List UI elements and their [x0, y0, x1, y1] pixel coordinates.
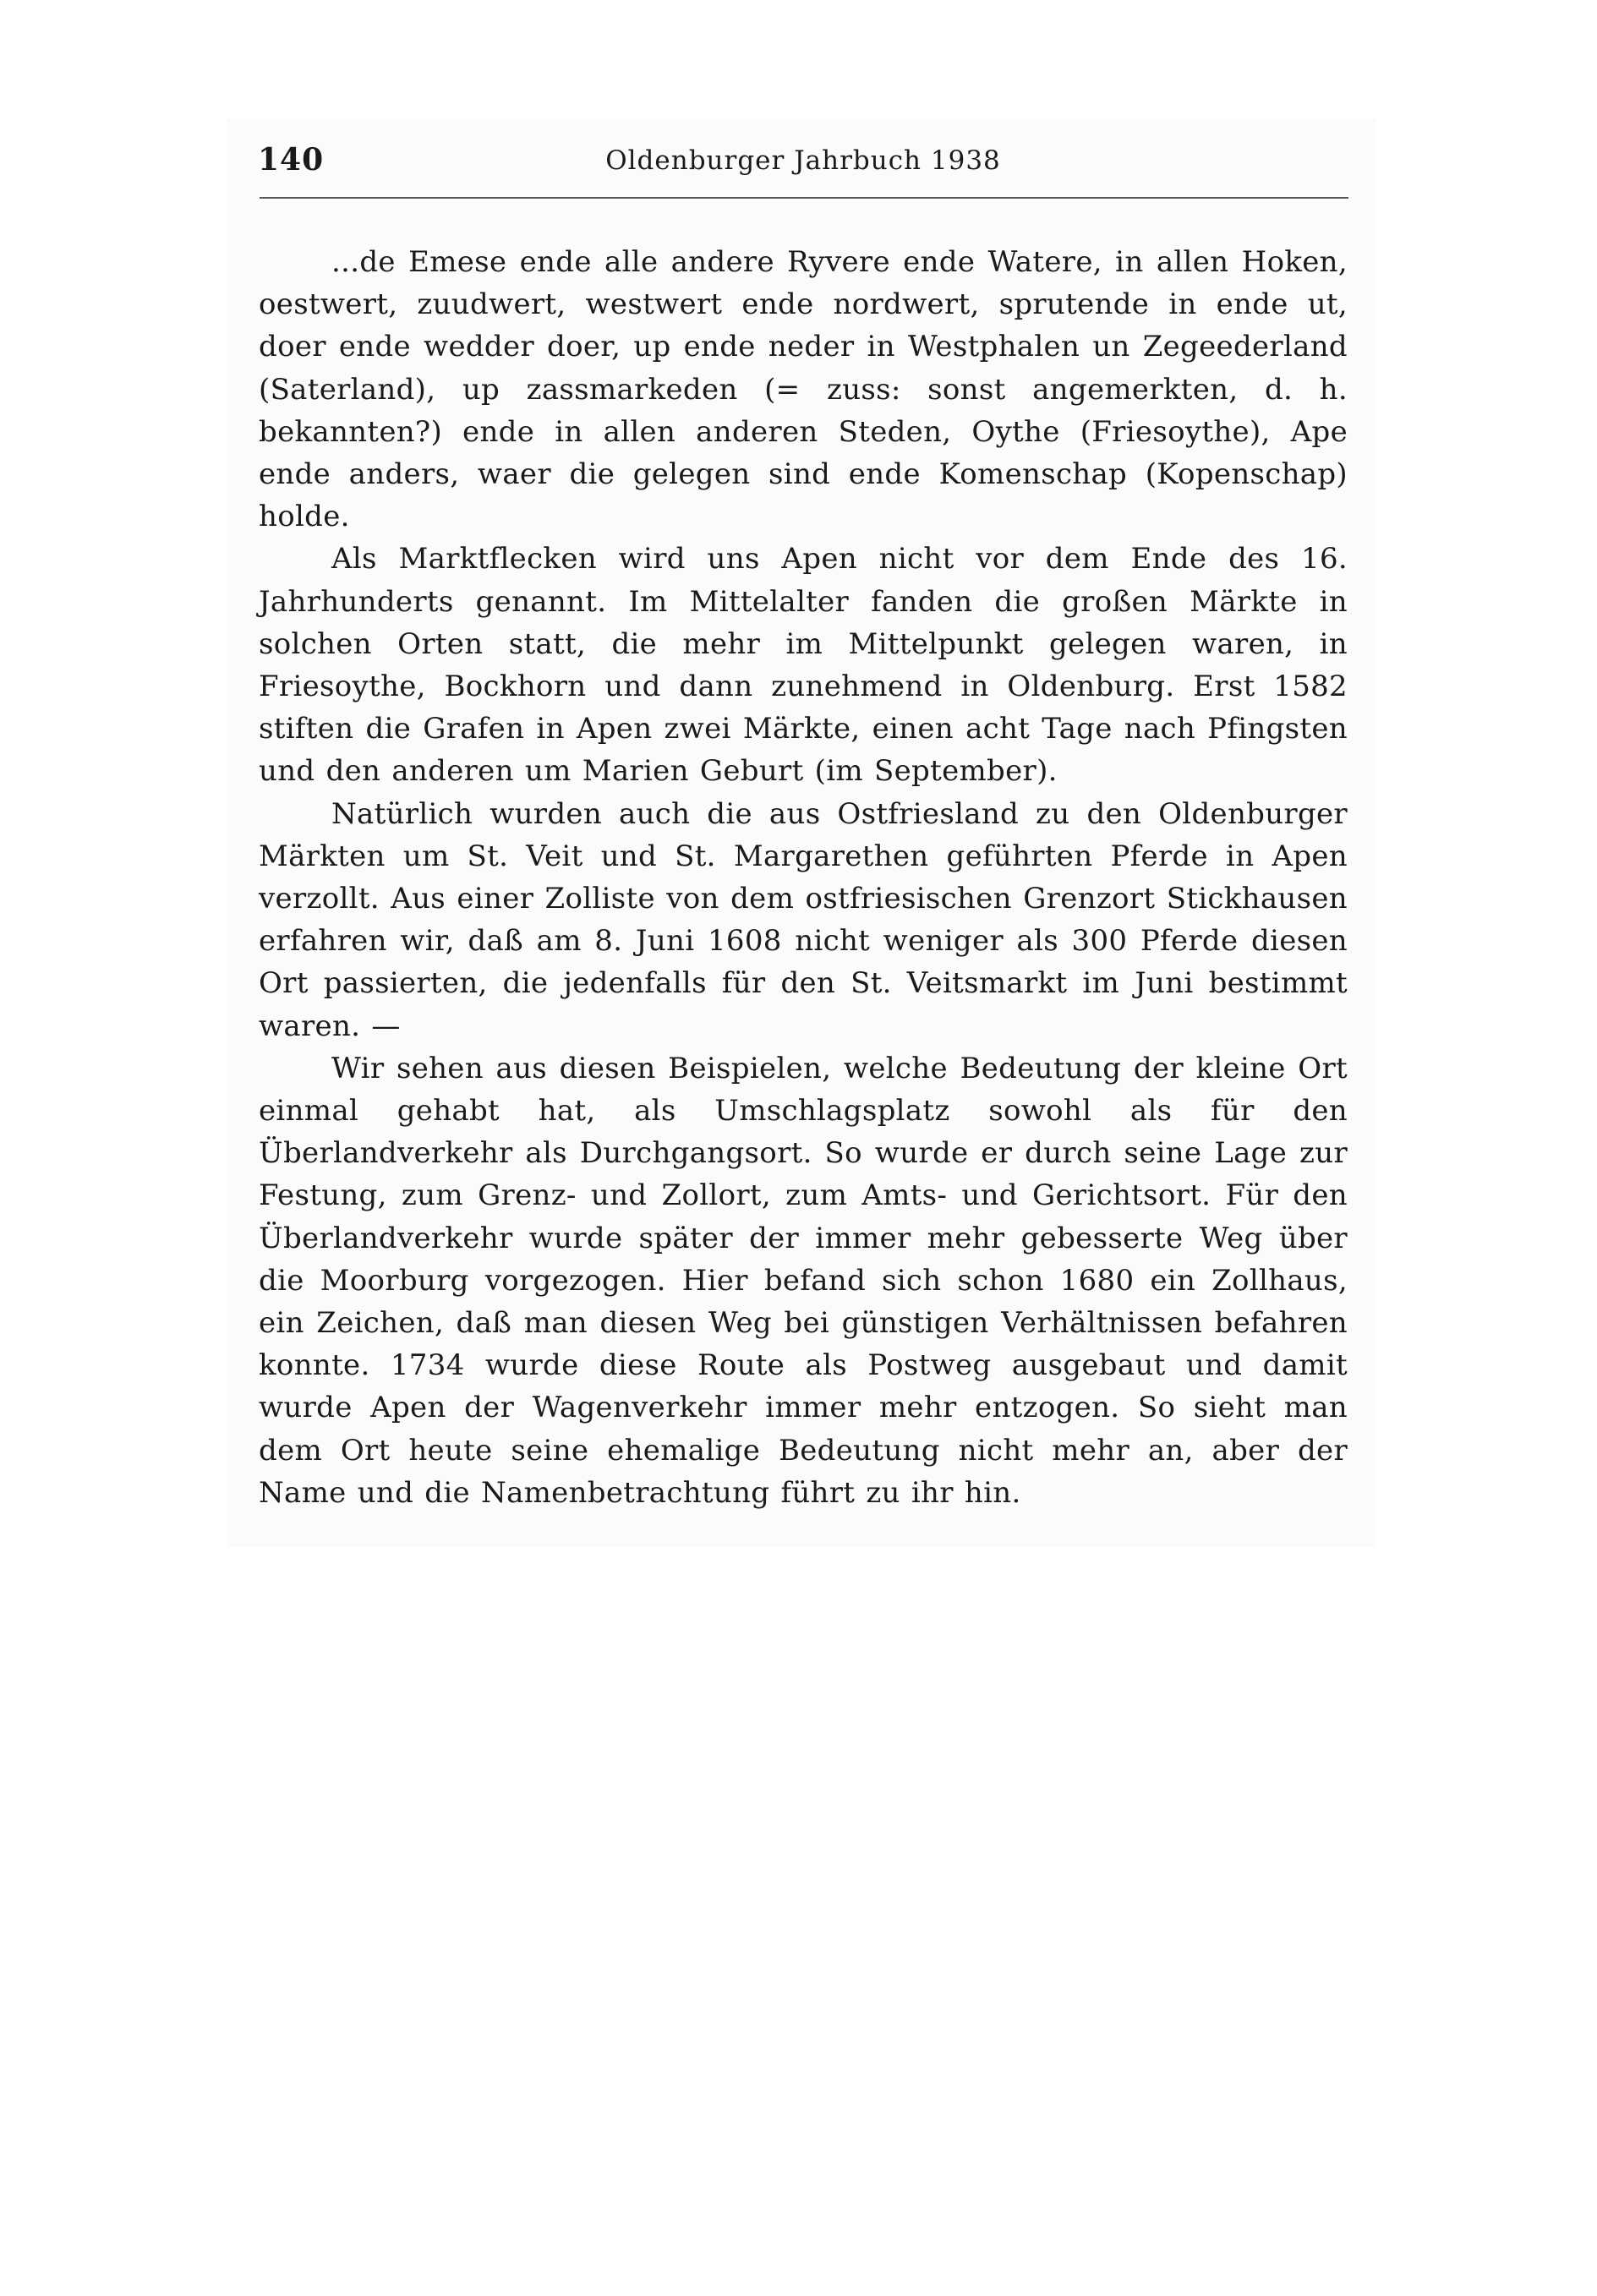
paragraph-market-town: Als Marktflecken wird uns Apen nicht vor dem Ende des 16. Jahrhunderts genannt. Im Mittelalter fanden die großen Märkte in solchen Orten statt, die mehr im Mittelpunkt gelegen waren, in Friesoythe, Bockhorn und dann zunehmend in Oldenburg. Erst 1582 stiften die Grafen in Apen zwei Märkte, einen acht Tage nach Pfingsten und den anderen um Marien Geburt (im September).	[259, 542, 1348, 789]
paragraph-quotation: ...de Emese ende alle andere Ryvere ende Watere, in allen Hoken, oestwert, zuudwert, westwert ende nordwert, sprutende in ende ut, doer ende wedder doer, up ende neder in Westphalen un Zegeederland (Saterland), up zassmarkeden (= zuss: sonst angemerkten, d. h. bekannten?) ende in allen anderen Steden, Oythe (Friesoythe), Ape ende anders, waer die gelegen sind ende Komenschap (Kopenschap) holde.	[259, 245, 1348, 534]
header-rule	[260, 197, 1348, 199]
paragraph-significance: Wir sehen aus diesen Beispielen, welche Bedeutung der kleine Ort einmal gehabt hat, als Umschlagsplatz sowohl als für den Überlandverkehr als Durchgangsort. So wurde er durch seine Lage zur Festung, zum Grenz- und Zollort, zum Amts- und Gerichtsort. Für den Überlandverkehr wurde später der immer mehr gebesserte Weg über die Moorburg vorgezogen. Hier befand sich schon 1680 ein Zollhaus, ein Zeichen, daß man diesen Weg bei günstigen Verhältnissen befahren konnte. 1734 wurde diese Route als Postweg ausgebaut und damit wurde Apen der Wagenverkehr immer mehr entzogen. So sieht man dem Ort heute seine ehemalige Bedeutung nicht mehr an, aber der Name und die Namenbetrachtung führt zu ihr hin.	[259, 1051, 1348, 1510]
page-number: 140	[258, 142, 325, 178]
running-head: Oldenburger Jahrbuch 1938	[605, 145, 1001, 176]
page-header	[258, 142, 1348, 193]
paragraph-horse-toll: Natürlich wurden auch die aus Ostfriesland zu den Oldenburger Märkten um St. Veit und St. Margarethen geführten Pferde in Apen verzollt. Aus einer Zolliste von dem ostfriesischen Grenzort Stickhausen erfahren wir, daß am 8. Juni 1608 nicht weniger als 300 Pferde diesen Ort passierten, die jedenfalls für den St. Veitsmarkt im Juni bestimmt waren. —	[259, 796, 1348, 1043]
body-text	[259, 241, 1348, 1514]
